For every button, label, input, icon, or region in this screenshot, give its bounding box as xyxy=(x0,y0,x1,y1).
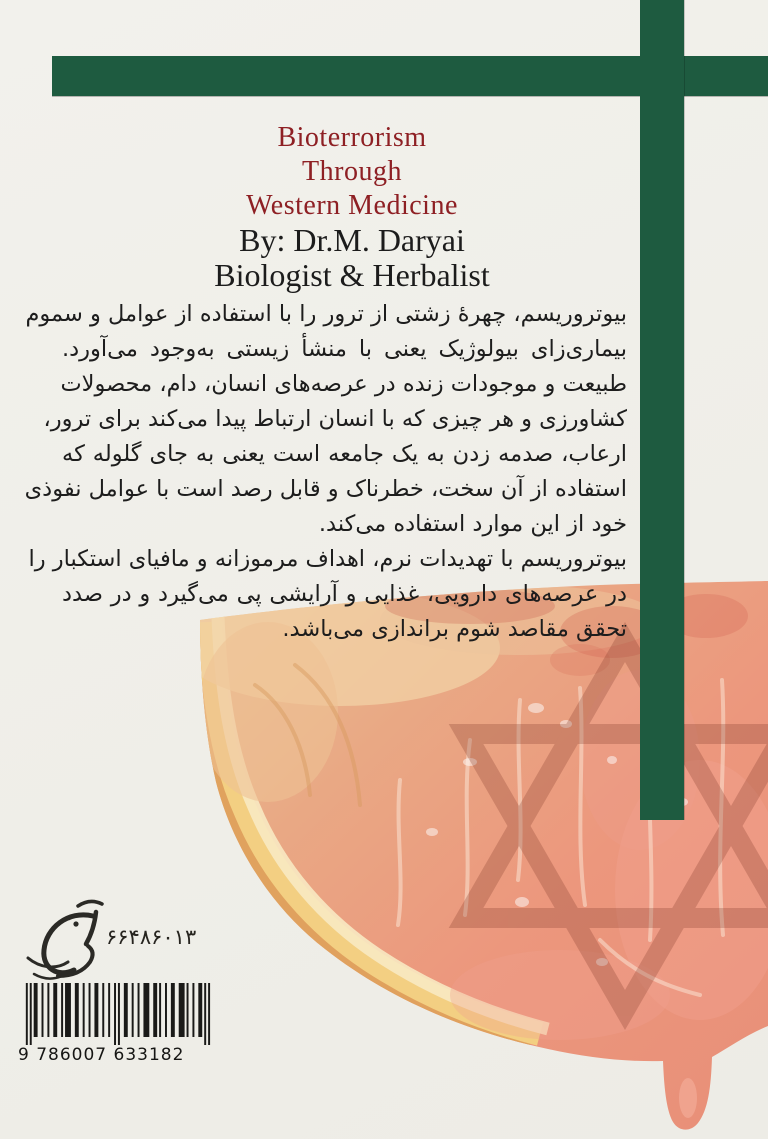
author-byline: By: Dr.M. Daryai xyxy=(239,222,465,258)
blurb-line: ارعاب، صدمه زدن به یک جامعه است یعنی به جای گلوله که xyxy=(62,441,627,467)
isbn-number: 9 786007 633182 xyxy=(18,1045,185,1065)
title-line-3: Western Medicine xyxy=(246,190,458,221)
arman-publisher-calligraphy-logo xyxy=(20,888,120,988)
blurb-line: در عرصه‌های دارویی، غذایی و آرایشی پی می‌گیرد و در صدد xyxy=(62,581,627,607)
blurb-line: بیماری‌زای بیولوژیک یعنی با منشأ زیستی به‌وجود می‌آورد. xyxy=(62,336,627,362)
title-block xyxy=(0,121,704,293)
blurb-line: کشاورزی و هر چیزی که با انسان ارتباط پیدا می‌کند برای ترور، xyxy=(43,406,627,432)
blurb-line: بیوتروریسم، چهرهٔ زشتی از ترور را با استفاده از عوامل و سموم xyxy=(25,301,627,327)
title-line-2: Through xyxy=(302,156,402,187)
blurb-line: طبیعت و موجودات زنده در عرصه‌های انسان، دام، محصولات xyxy=(60,371,627,397)
blurb-line: بیوتروریسم با تهدیدات نرم، اهداف مرموزانه و مافیای استکبار را xyxy=(28,546,627,572)
green-vertical-bar xyxy=(640,0,684,820)
title-line-1: Bioterrorism xyxy=(277,122,427,153)
persian-blurb xyxy=(24,297,627,647)
juice-drip-highlight xyxy=(679,1078,697,1118)
isbn-barcode xyxy=(18,983,214,1071)
blurb-line: خود از این موارد استفاده می‌کند. xyxy=(318,511,627,537)
blurb-line: تحقق مقاصد شوم براندازی می‌باشد. xyxy=(282,616,627,642)
publisher-code: ۶۶۴۸۶۰۱۳ xyxy=(106,925,197,949)
author-credentials: Biologist & Herbalist xyxy=(214,257,490,293)
blurb-line: استفاده از آن سخت، خطرناک و قابل رصد است با عوامل نفوذی xyxy=(24,476,627,502)
barcode-bars xyxy=(18,983,214,1047)
